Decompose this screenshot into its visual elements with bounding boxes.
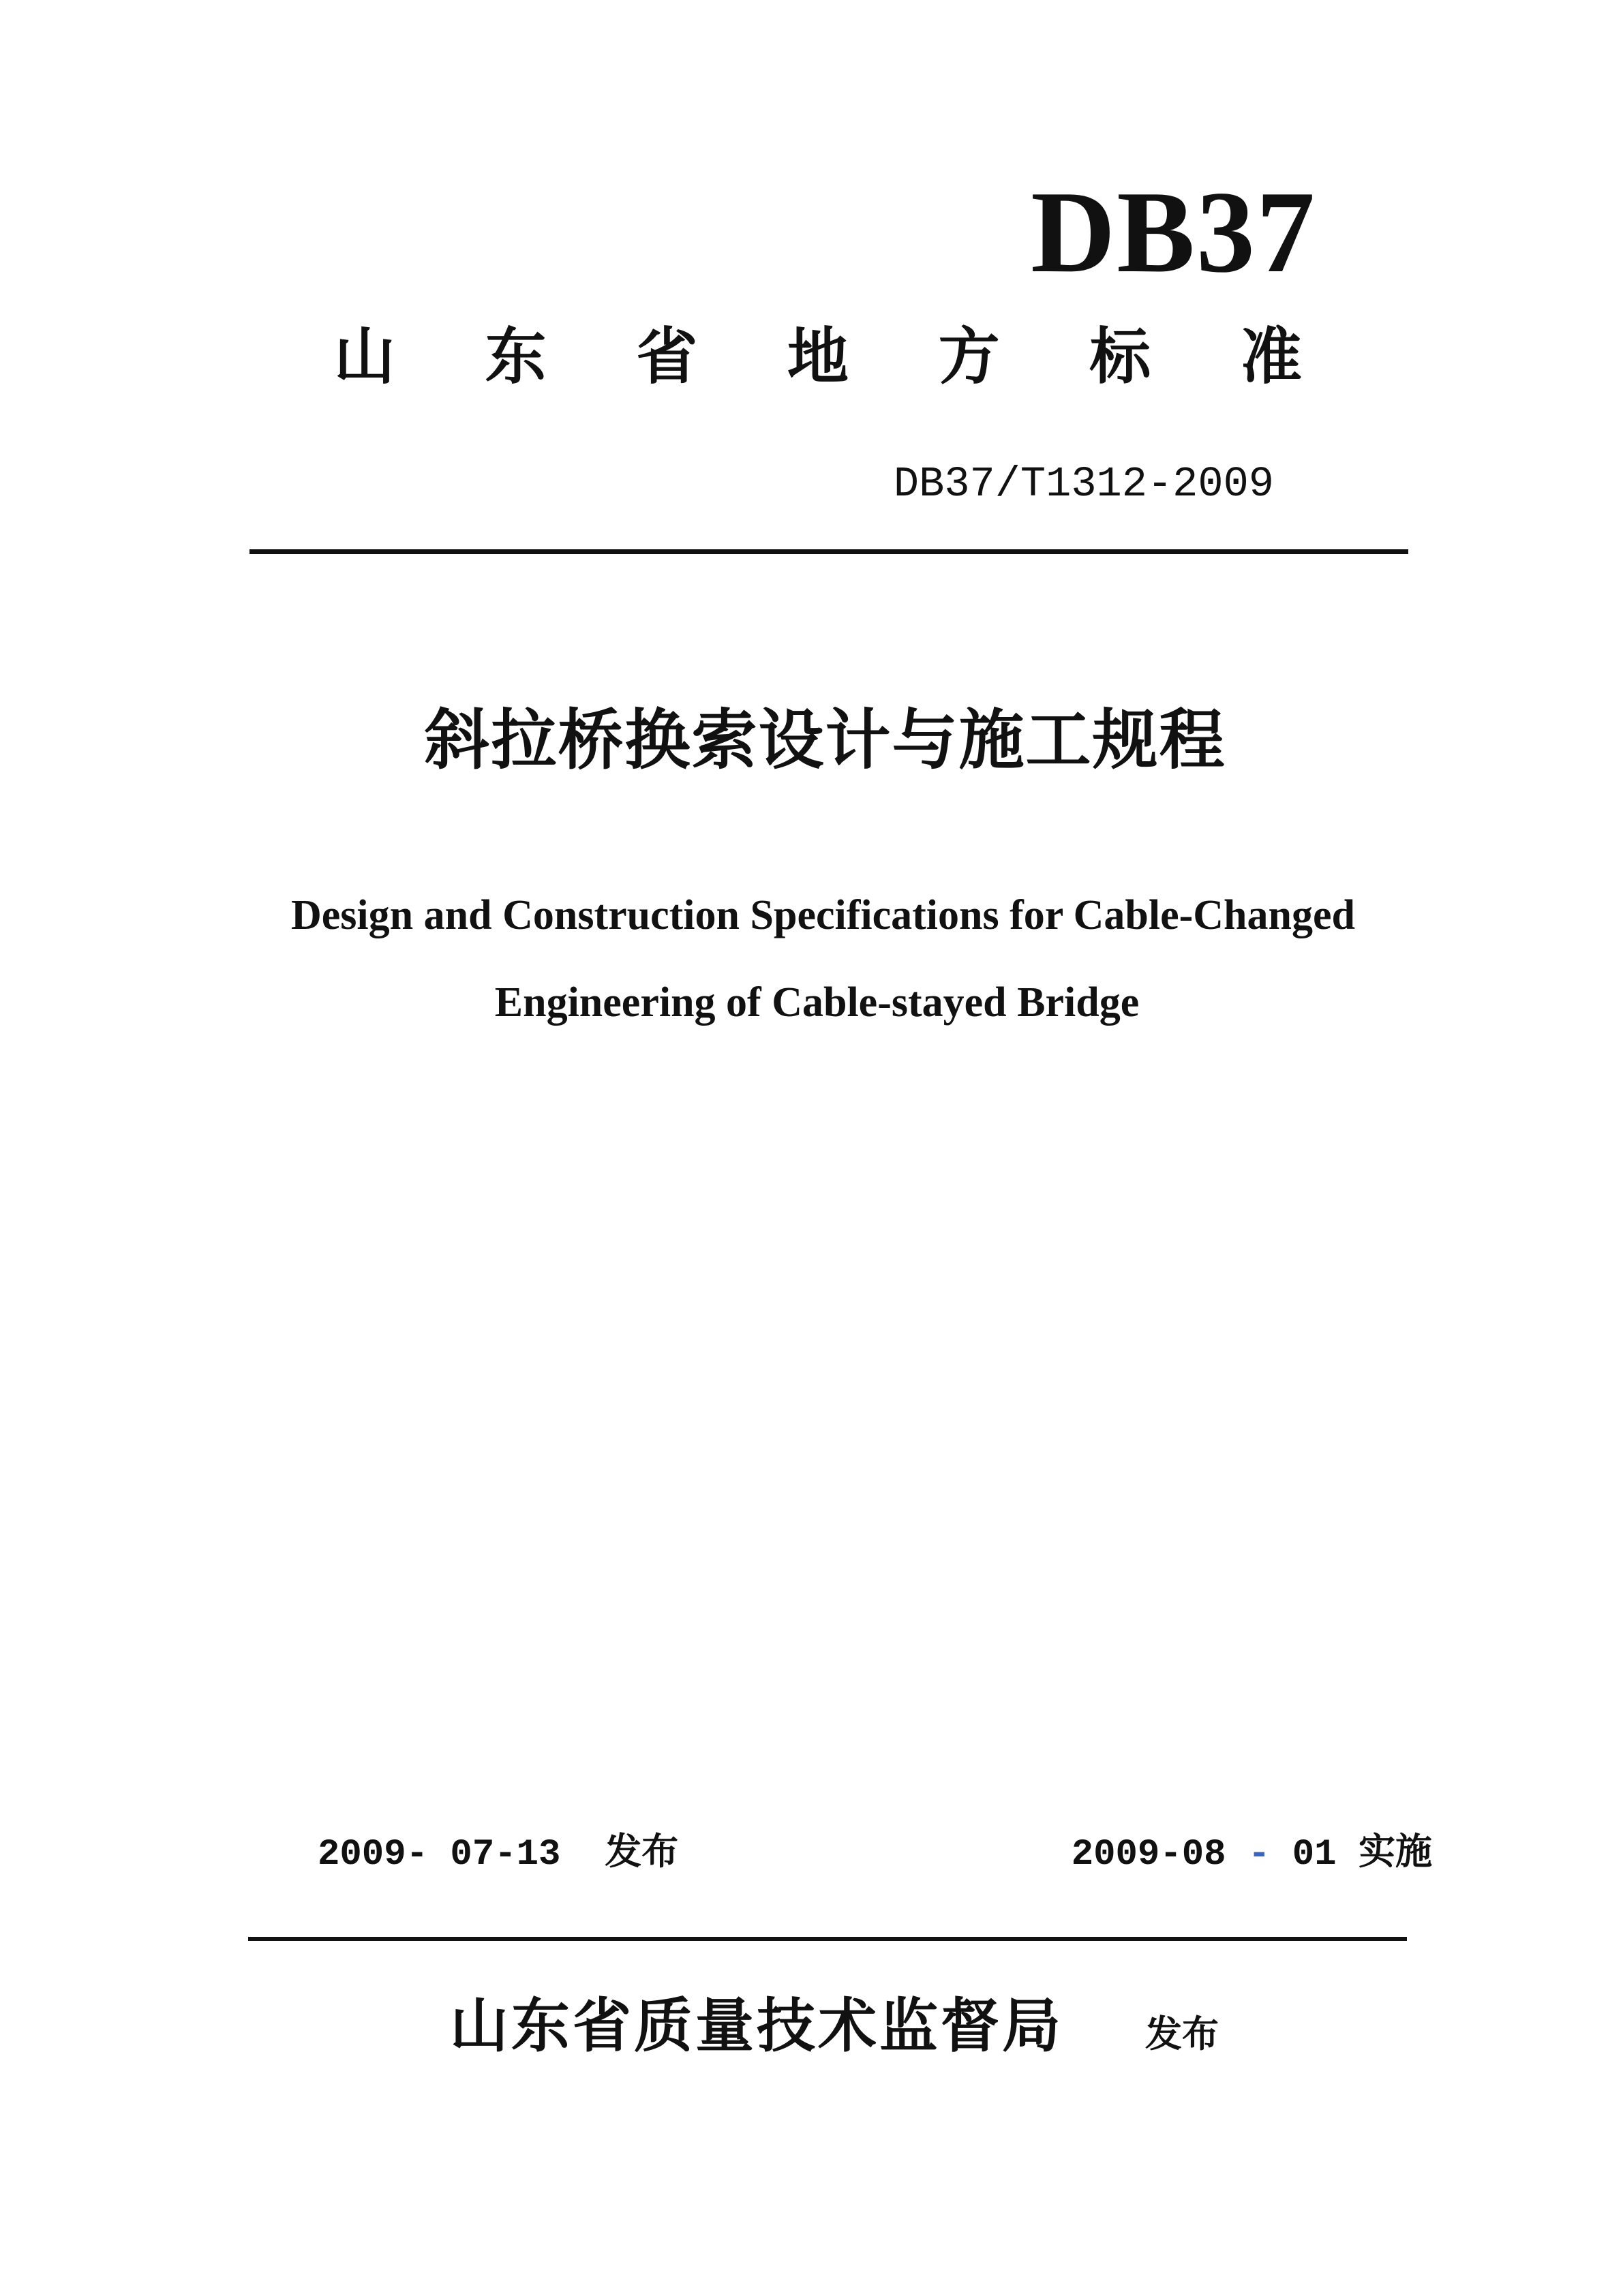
issue-label: 发布	[605, 1830, 679, 1873]
standard-type-char: 准	[1240, 320, 1302, 393]
implement-date-part1: 2009-08	[1071, 1834, 1226, 1876]
title-chinese: 斜拉桥换索设计与施工规程	[424, 702, 1226, 778]
implement-date-row	[1071, 1830, 1432, 1876]
issue-date: 2009- 07-13	[318, 1834, 561, 1876]
standard-number: DB37/T1312-2009	[893, 460, 1274, 508]
implement-date-dash: -	[1247, 1834, 1271, 1876]
top-divider	[249, 549, 1408, 554]
standard-type-char: 山	[334, 320, 395, 393]
standard-code: DB37	[1031, 168, 1316, 297]
bottom-divider	[248, 1937, 1407, 1941]
standard-type-char: 方	[938, 320, 1000, 393]
title-english-line2: Engineering of Cable-stayed Bridge	[494, 979, 1140, 1026]
title-english-line1: Design and Construction Specifications for Cable-Changed	[290, 892, 1356, 938]
issuer-name: 山东省质量技术监督局	[450, 1992, 1063, 2060]
implement-label: 实施	[1359, 1830, 1432, 1873]
standard-type-char: 省	[636, 320, 698, 393]
standard-type	[334, 320, 1302, 393]
standard-type-char: 地	[787, 320, 849, 393]
issue-date-row	[318, 1830, 679, 1876]
standard-type-char: 东	[485, 320, 547, 393]
standard-type-char: 标	[1089, 320, 1151, 393]
issuer-suffix: 发布	[1145, 2012, 1219, 2055]
implement-date-part2: 01	[1292, 1834, 1337, 1876]
